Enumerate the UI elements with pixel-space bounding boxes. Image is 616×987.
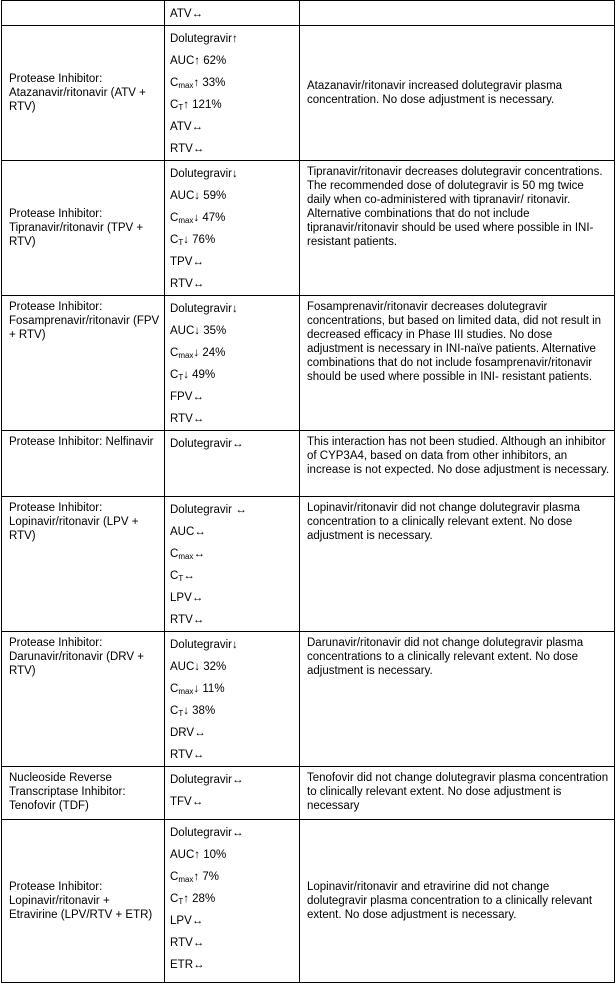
effect-cell [165, 632, 300, 767]
effect-parameter: LPV [170, 915, 192, 927]
recommendation-cell [300, 1, 615, 26]
effect-change: ↑ [232, 33, 238, 45]
effect-parameter: AUC [170, 325, 195, 337]
recommendation-cell [300, 820, 615, 983]
effect-cell [165, 497, 300, 632]
effect-parameter: ATV [170, 8, 192, 20]
drug-name: Protease Inhibitor: Lopinavir/ritonavir + Etravirine (LPV/RTV + ETR) [9, 881, 153, 921]
effect-line [170, 543, 295, 565]
effect-cell [165, 296, 300, 431]
effect-line [170, 910, 295, 932]
effect-line [170, 433, 295, 455]
effect-subscript: max [178, 875, 194, 884]
recommendation-text: Fosamprenavir/ritonavir decreases dolutegravir concentrations, but based on limited data, did not result in decreased efficacy in Phase III studies. No dose adjustment is necessary in INI-naïve patients. Alternative combinations that do not include fosamprenavir/ritonavir should be used where possible in INI- resistant patients. [307, 301, 602, 383]
interaction-row [2, 767, 615, 820]
drug-name: Protease Inhibitor: Lopinavir/ritonavir (LPV + RTV) [9, 502, 139, 542]
effect-line [170, 888, 295, 910]
effect-cell [165, 161, 300, 296]
effect-parameter: RTV [170, 614, 193, 626]
drug-cell [2, 1, 165, 26]
effect-parameter: C [170, 570, 179, 582]
effect-change: ↔ [192, 937, 205, 949]
recommendation-text: Darunavir/ritonavir did not change dolutegravir plasma concentrations to a clinically relevant extent. No dose adjustment is necessary. [307, 637, 584, 677]
effect-parameter: TPV [170, 256, 193, 268]
interaction-row [2, 1, 615, 26]
effect-parameter: Dolutegravir [170, 827, 232, 839]
effect-line [170, 700, 295, 722]
effect-cell [165, 26, 300, 161]
effect-parameter: C [170, 347, 179, 359]
effect-change: ↔ [183, 570, 195, 582]
effect-line [170, 656, 295, 678]
effect-change: ↔ [232, 774, 244, 786]
effect-line [170, 866, 295, 888]
drug-name [2, 1, 164, 5]
effect-change: ↔ [235, 504, 247, 516]
interaction-row [2, 161, 615, 296]
effect-parameter: Dolutegravir [170, 639, 232, 651]
effect-parameter: C [170, 683, 179, 695]
effect-parameter: FPV [170, 391, 193, 403]
effect-change: ↓ 24% [193, 347, 226, 359]
effect-line [170, 94, 295, 116]
effect-parameter: C [170, 871, 179, 883]
effect-parameter: RTV [170, 749, 193, 761]
effect-subscript: max [178, 687, 194, 696]
effect-line [170, 565, 295, 587]
drug-cell [2, 26, 165, 161]
effect-change: ↔ [192, 413, 205, 425]
effect-change: ↔ [191, 121, 204, 133]
effect-parameter: AUC [170, 526, 195, 538]
effect-line [170, 722, 295, 744]
drug-name: Protease Inhibitor: Nelfinavir [9, 436, 154, 448]
effect-parameter: Dolutegravir [170, 303, 232, 315]
drug-cell [2, 767, 165, 820]
effect-line [170, 273, 295, 295]
effect-line [170, 634, 295, 656]
interaction-row [2, 296, 615, 431]
effect-change: ↔ [192, 143, 205, 155]
effect-parameter: C [170, 548, 179, 560]
effect-parameter: AUC [170, 190, 195, 202]
effect-parameter: AUC [170, 849, 195, 861]
effect-parameter: RTV [170, 278, 193, 290]
effect-line [170, 342, 295, 364]
drug-name: Protease Inhibitor: Tipranavir/ritonavir (TPV + RTV) [9, 208, 144, 248]
effect-subscript: T [178, 373, 184, 382]
recommendation-cell [300, 431, 615, 497]
effect-parameter: C [170, 893, 179, 905]
effect-change: ↑ 28% [183, 893, 216, 905]
drug-name: Protease Inhibitor: Atazanavir/ritonavir (ATV + RTV) [9, 73, 146, 113]
effect-subscript: max [178, 351, 194, 360]
recommendation-cell [300, 26, 615, 161]
effect-line [170, 678, 295, 700]
effect-change: ↔ [192, 391, 204, 403]
effect-change: ↓ [232, 303, 238, 315]
effect-line [170, 28, 295, 50]
drug-cell [2, 632, 165, 767]
effect-parameter: ATV [170, 121, 192, 133]
effect-line [170, 822, 295, 844]
effect-change: ↔ [191, 915, 204, 927]
effect-line [170, 50, 295, 72]
effect-parameter: Dolutegravir [170, 438, 232, 450]
effect-line [170, 251, 295, 273]
effect-subscript: T [178, 574, 184, 583]
effect-change: ↑ 62% [194, 55, 227, 67]
drug-cell [2, 820, 165, 983]
effect-subscript: T [178, 897, 184, 906]
effect-cell [165, 820, 300, 983]
effect-parameter: DRV [170, 727, 195, 739]
effect-change: ↓ 38% [183, 705, 216, 717]
effect-parameter: RTV [170, 937, 193, 949]
effect-parameter: Dolutegravir [170, 168, 232, 180]
effect-line [170, 499, 295, 521]
effect-line [170, 3, 295, 25]
effect-change: ↔ [192, 256, 204, 268]
effect-change: ↔ [192, 614, 205, 626]
effect-line [170, 386, 295, 408]
recommendation-text: Lopinavir/ritonavir and etravirine did not change dolutegravir plasma concentration to a clinically relevant extent. No dose adjustment is necessary. [307, 881, 593, 921]
effect-parameter: ETR [170, 959, 193, 971]
effect-change: ↔ [194, 727, 206, 739]
effect-change: ↔ [193, 959, 205, 971]
drug-cell [2, 431, 165, 497]
interaction-row [2, 497, 615, 632]
effect-parameter: AUC [170, 55, 195, 67]
effect-change: ↔ [194, 526, 206, 538]
effect-change: ↔ [193, 548, 205, 560]
effect-parameter: Dolutegravir [170, 33, 232, 45]
recommendation-text: Lopinavir/ritonavir did not change dolutegravir plasma concentration to a clinically relevant extent. No dose adjustment is necessary. [307, 502, 580, 542]
effect-cell [165, 431, 300, 497]
effect-line [170, 364, 295, 386]
effect-change: ↓ 59% [194, 190, 227, 202]
effect-line [170, 116, 295, 138]
effect-change: ↑ 10% [194, 849, 227, 861]
effect-line [170, 185, 295, 207]
effect-change: ↓ [232, 168, 238, 180]
effect-line [170, 207, 295, 229]
effect-line [170, 320, 295, 342]
effect-parameter: C [170, 99, 179, 111]
effect-change: ↓ 47% [193, 212, 226, 224]
effect-change: ↑ 33% [193, 77, 226, 89]
effect-parameter: Dolutegravir [170, 504, 236, 516]
drug-cell [2, 161, 165, 296]
effect-line [170, 769, 295, 791]
effect-line [170, 791, 295, 813]
recommendation-cell [300, 497, 615, 632]
effect-change: ↓ 11% [193, 683, 225, 695]
effect-parameter: RTV [170, 143, 193, 155]
drug-cell [2, 497, 165, 632]
effect-subscript: T [178, 709, 184, 718]
effect-subscript: max [178, 216, 194, 225]
recommendation-cell [300, 632, 615, 767]
effect-parameter: Dolutegravir [170, 774, 232, 786]
effect-parameter: LPV [170, 592, 192, 604]
effect-line [170, 587, 295, 609]
effect-line [170, 844, 295, 866]
recommendation-cell [300, 161, 615, 296]
effect-change: ↑ 7% [193, 871, 220, 883]
effect-subscript: T [178, 103, 184, 112]
effect-change: ↓ [232, 639, 238, 651]
effect-line [170, 229, 295, 251]
recommendation-text: This interaction has not been studied. Although an inhibitor of CYP3A4, based on data from other inhibitors, an increase is not expected. No dose adjustment is necessary. [307, 436, 610, 476]
effect-change: ↓ 76% [183, 234, 216, 246]
effect-parameter: C [170, 77, 179, 89]
effect-parameter: C [170, 212, 179, 224]
effect-parameter: C [170, 705, 179, 717]
effect-line [170, 932, 295, 954]
effect-line [170, 609, 295, 631]
effect-parameter: RTV [170, 413, 193, 425]
effect-change: ↔ [191, 592, 204, 604]
recommendation-cell [300, 767, 615, 820]
effect-line [170, 744, 295, 766]
effect-line [170, 72, 295, 94]
effect-parameter: TFV [170, 796, 192, 808]
interaction-row [2, 431, 615, 497]
effect-line [170, 954, 295, 976]
effect-subscript: T [178, 238, 184, 247]
interaction-row [2, 632, 615, 767]
interaction-row [2, 26, 615, 161]
effect-change: ↓ 35% [194, 325, 227, 337]
effect-subscript: max [178, 552, 194, 561]
effect-parameter: AUC [170, 661, 195, 673]
recommendation-text: Tenofovir did not change dolutegravir plasma concentration to clinically relevant extent. No dose adjustment is necessary [307, 772, 609, 812]
drug-name: Nucleoside Reverse Transcriptase Inhibitor: Tenofovir (TDF) [9, 772, 126, 812]
recommendation-text: Atazanavir/ritonavir increased dolutegravir plasma concentration. No dose adjustment is necessary. [307, 80, 563, 106]
effect-change: ↔ [192, 278, 205, 290]
effect-line [170, 521, 295, 543]
effect-change: ↔ [192, 749, 205, 761]
effect-change: ↑ 121% [183, 99, 222, 111]
effect-change: ↓ 49% [183, 369, 216, 381]
effect-line [170, 408, 295, 430]
effect-change: ↔ [232, 438, 244, 450]
effect-parameter: C [170, 369, 179, 381]
interaction-row [2, 820, 615, 983]
effect-change: ↓ 32% [194, 661, 227, 673]
effect-line [170, 138, 295, 160]
effect-cell [165, 767, 300, 820]
drug-name: Protease Inhibitor: Fosamprenavir/ritonavir (FPV + RTV) [9, 301, 160, 341]
effect-change: ↔ [191, 796, 204, 808]
recommendation-text: Tipranavir/ritonavir decreases dolutegravir concentrations. The recommended dose of dolutegravir is 50 mg twice daily when co-administered with tipranavir/ ritonavir. Alternative combinations that do not include tipranavir/ritonavir should be used where possible in INI-resistant patients. [307, 166, 603, 248]
effect-change: ↔ [191, 8, 204, 20]
effect-subscript: max [178, 81, 194, 90]
drug-name: Protease Inhibitor: Darunavir/ritonavir (DRV + RTV) [9, 637, 144, 677]
effect-line [170, 298, 295, 320]
effect-change: ↔ [232, 827, 244, 839]
effect-cell [165, 1, 300, 26]
recommendation-cell [300, 296, 615, 431]
effect-parameter: C [170, 234, 179, 246]
recommendation-text [300, 1, 614, 5]
drug-cell [2, 296, 165, 431]
drug-interaction-table [1, 0, 615, 983]
effect-line [170, 163, 295, 185]
